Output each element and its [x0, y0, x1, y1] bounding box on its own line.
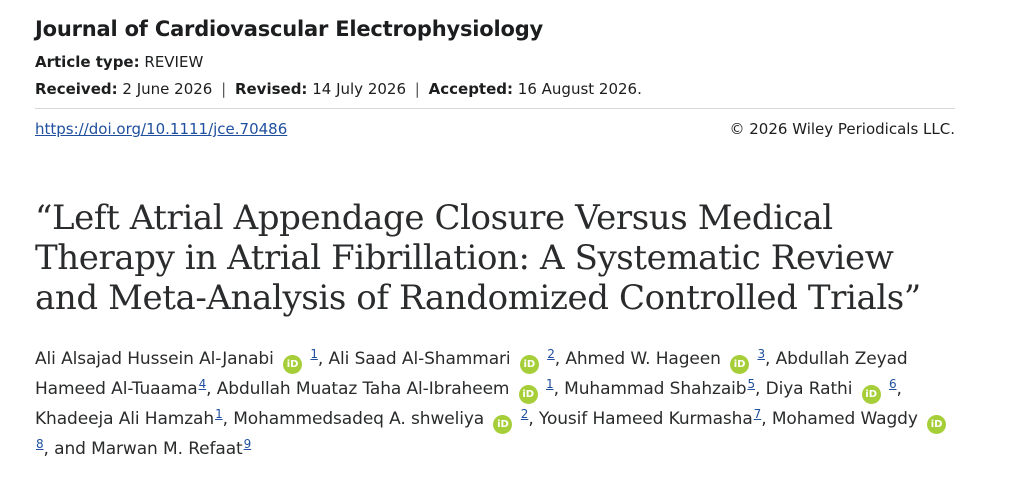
author-separator: , [755, 379, 766, 399]
affiliation-link[interactable]: 4 [198, 377, 207, 391]
author-separator: , [554, 349, 566, 369]
affiliation-link[interactable]: 7 [753, 407, 762, 421]
date-separator: | [414, 80, 420, 98]
article-dates-line [35, 80, 642, 98]
author-name[interactable]: Ahmed W. Hageen [565, 349, 721, 369]
copyright-notice: © 2026 Wiley Periodicals LLC. [729, 120, 955, 138]
author-name[interactable]: Diya Rathi [765, 379, 853, 399]
author-name[interactable]: Ali Alsajad Hussein Al-Janabi [35, 349, 274, 369]
affiliation-link[interactable]: 3 [757, 347, 765, 361]
affiliation-link[interactable]: 8 [36, 437, 44, 451]
author-name[interactable]: Mohammedsadeq A. shweliya [233, 409, 485, 429]
orcid-icon[interactable]: iD [730, 355, 749, 374]
header-divider [35, 108, 955, 109]
author-name[interactable]: Mohamed Wagdy [771, 409, 918, 429]
author-name[interactable]: Abdullah Zeyad Hameed Al-Tuaama [35, 349, 908, 399]
received-label: Received: [35, 80, 118, 98]
author-name[interactable]: Marwan M. Refaat [91, 439, 243, 459]
article-type-line [35, 53, 203, 71]
author-name[interactable]: Khadeeja Ali Hamzah [35, 409, 215, 429]
date-separator: | [221, 80, 227, 98]
revised-label: Revised: [234, 80, 308, 98]
affiliation-link[interactable]: 1 [546, 377, 554, 391]
author-separator: , [553, 379, 565, 399]
orcid-icon[interactable]: iD [520, 355, 539, 374]
affiliation-link[interactable]: 2 [547, 347, 555, 361]
orcid-icon[interactable]: iD [519, 385, 538, 404]
article-type-label: Article type: [35, 53, 140, 71]
affiliation-link[interactable]: 5 [747, 377, 755, 391]
article-title: “Left Atrial Appendage Closure Versus Medical Therapy in Atrial Fibrillation: A Systematic Review and Meta-Analysis of Randomized Controlled Trials” [35, 198, 921, 318]
affiliation-link[interactable]: 2 [520, 407, 529, 421]
journal-title[interactable]: Journal of Cardiovascular Electrophysiology [35, 17, 544, 41]
orcid-icon[interactable]: iD [862, 385, 881, 404]
author-separator: , [528, 409, 539, 429]
author-separator: , and [43, 439, 92, 459]
doi-link[interactable]: https://doi.org/10.1111/jce.70486 [35, 120, 288, 138]
author-separator: , [206, 379, 217, 399]
author-separator: , [761, 409, 772, 429]
orcid-icon[interactable]: iD [283, 355, 302, 374]
revised-date: 14 July 2026 [312, 80, 406, 98]
author-name[interactable]: Yousif Hameed Kurmasha [538, 409, 753, 429]
author-name[interactable]: Ali Saad Al-Shammari [328, 349, 511, 369]
author-name[interactable]: Abdullah Muataz Taha Al-Ibraheem [216, 379, 510, 399]
orcid-icon[interactable]: iD [493, 415, 512, 434]
author-separator: , [764, 349, 776, 369]
affiliation-link[interactable]: 9 [243, 437, 252, 451]
orcid-icon[interactable]: iD [927, 415, 946, 434]
affiliation-link[interactable]: 1 [215, 407, 223, 421]
affiliation-link[interactable]: 1 [310, 347, 318, 361]
author-list [35, 344, 960, 464]
accepted-label: Accepted: [428, 80, 514, 98]
author-separator: , [896, 379, 902, 399]
author-separator: , [222, 409, 234, 429]
author-separator: , [317, 349, 329, 369]
article-type-value: REVIEW [144, 53, 204, 71]
received-date: 2 June 2026 [122, 80, 213, 98]
author-name[interactable]: Muhammad Shahzaib [564, 379, 747, 399]
affiliation-link[interactable]: 6 [888, 377, 897, 391]
accepted-date: 16 August 2026. [517, 80, 642, 98]
